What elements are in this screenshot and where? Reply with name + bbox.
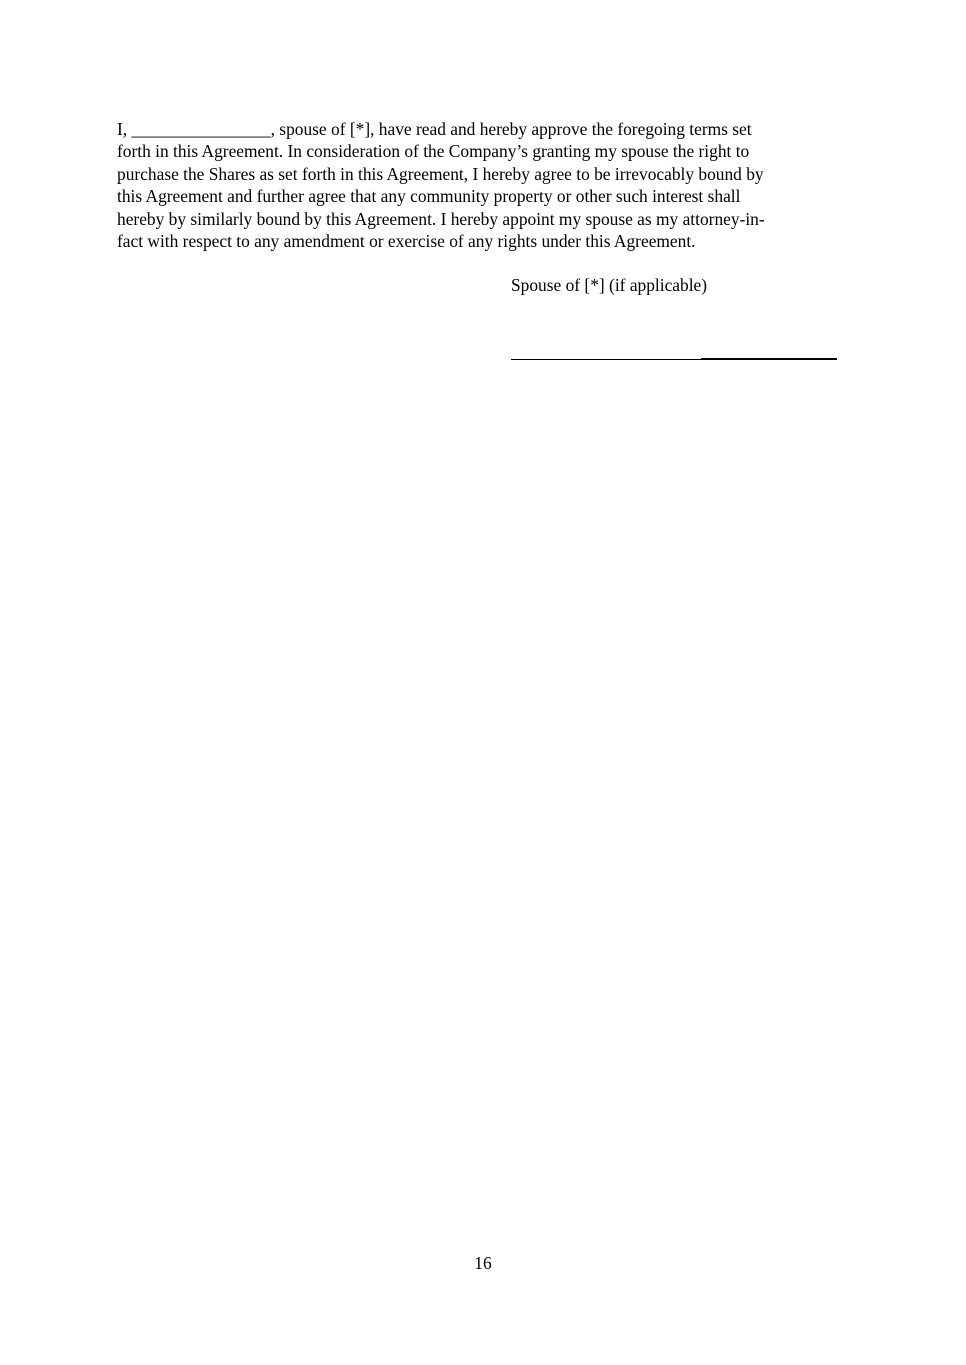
spousal-consent-paragraph [117,118,857,252]
signature-line [511,359,837,360]
paragraph-line: fact with respect to any amendment or exercise of any rights under this Agreement. [117,231,696,252]
paragraph-line: this Agreement and further agree that any community property or other such interest shall [117,186,741,207]
signature-line-segment [701,358,837,360]
page-number: 16 [474,1253,492,1273]
paragraph-line: purchase the Shares as set forth in this Agreement, I hereby agree to be irrevocably bound by [117,163,764,184]
paragraph-line: forth in this Agreement. In consideration of the Company’s granting my spouse the right to [117,141,750,162]
paragraph-line: I, ________________, spouse of [*], have read and hereby approve the foregoing terms set [117,119,752,139]
paragraph-line: hereby by similarly bound by this Agreement. I hereby appoint my spouse as my attorney-in- [117,208,765,229]
signature-caption: Spouse of [*] (if applicable) [511,275,708,295]
